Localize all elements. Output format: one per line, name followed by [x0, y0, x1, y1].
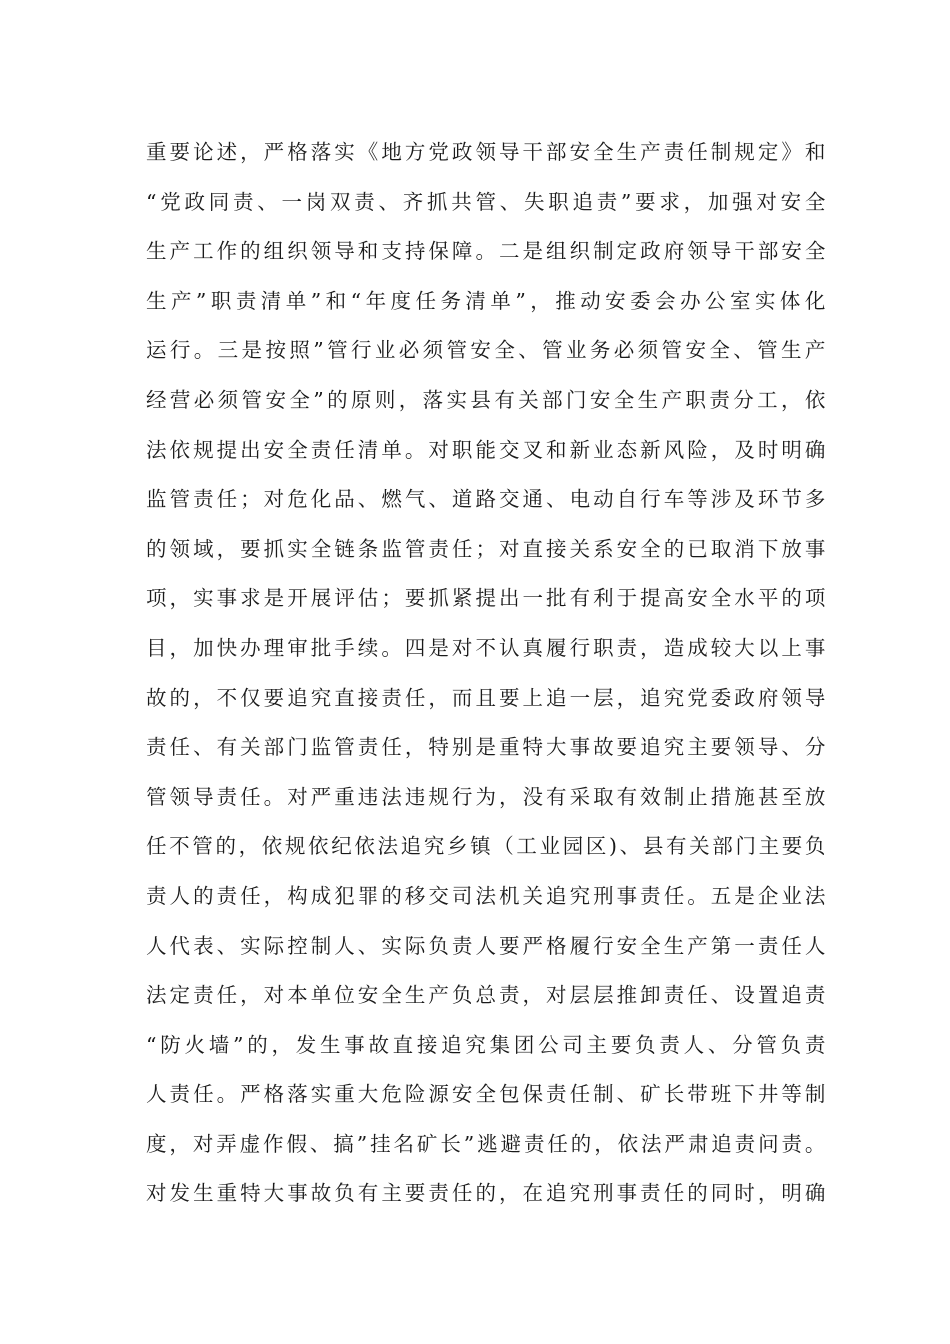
text-line: 生产工作的组织领导和支持保障。二是组织制定政府领导干部安全	[146, 239, 826, 264]
text-line: 重要论述，严格落实《地方党政领导干部安全生产责任制规定》和	[146, 140, 826, 164]
text-line: 度，对弄虚作假、搞”挂名矿长”逃避责任的，依法严肃追责问责。	[146, 1131, 826, 1156]
text-line: 法定责任，对本单位安全生产负总责，对层层推卸责任、设置追责	[146, 983, 826, 1008]
text-line: 运行。三是按照”管行业必须管安全、管业务必须管安全、管生产	[146, 338, 826, 363]
text-line: 故的，不仅要追究直接责任，而且要上追一层，追究党委政府领导	[146, 685, 826, 710]
text-line: 责任、有关部门监管责任，特别是重特大事故要追究主要领导、分	[146, 735, 826, 760]
text-line: 目，加快办理审批手续。四是对不认真履行职责，造成较大以上事	[146, 635, 826, 660]
text-line: “防火墙”的，发生事故直接追究集团公司主要负责人、分管负责	[146, 1032, 826, 1057]
text-line: 责人的责任，构成犯罪的移交司法机关追究刑事责任。五是企业法	[146, 883, 826, 908]
text-line: 人代表、实际控制人、实际负责人要严格履行安全生产第一责任人	[146, 933, 826, 958]
text-line: 监管责任；对危化品、燃气、道路交通、电动自行车等涉及环节多	[146, 487, 826, 512]
text-line: 管领导责任。对严重违法违规行为，没有采取有效制止措施甚至放	[146, 784, 826, 809]
text-line: 生产”职责清单”和“年度任务清单”，推动安委会办公室实体化	[146, 288, 826, 313]
text-line: “党政同责、一岗双责、齐抓共管、失职追责”要求，加强对安全	[146, 189, 826, 214]
text-line: 的领域，要抓实全链条监管责任；对直接关系安全的已取消下放事	[146, 536, 826, 561]
text-line: 经营必须管安全”的原则，落实县有关部门安全生产职责分工，依	[146, 387, 826, 412]
text-line: 对发生重特大事故负有主要责任的，在追究刑事责任的同时，明确	[146, 1181, 826, 1206]
text-line: 任不管的，依规依纪依法追究乡镇（工业园区)、县有关部门主要负	[146, 834, 826, 859]
body-paragraph	[146, 132, 826, 1223]
text-line: 人责任。严格落实重大危险源安全包保责任制、矿长带班下井等制	[146, 1082, 826, 1107]
text-line: 法依规提出安全责任清单。对职能交叉和新业态新风险，及时明确	[146, 437, 826, 462]
text-line: 项，实事求是开展评估；要抓紧提出一批有利于提高安全水平的项	[146, 586, 826, 611]
